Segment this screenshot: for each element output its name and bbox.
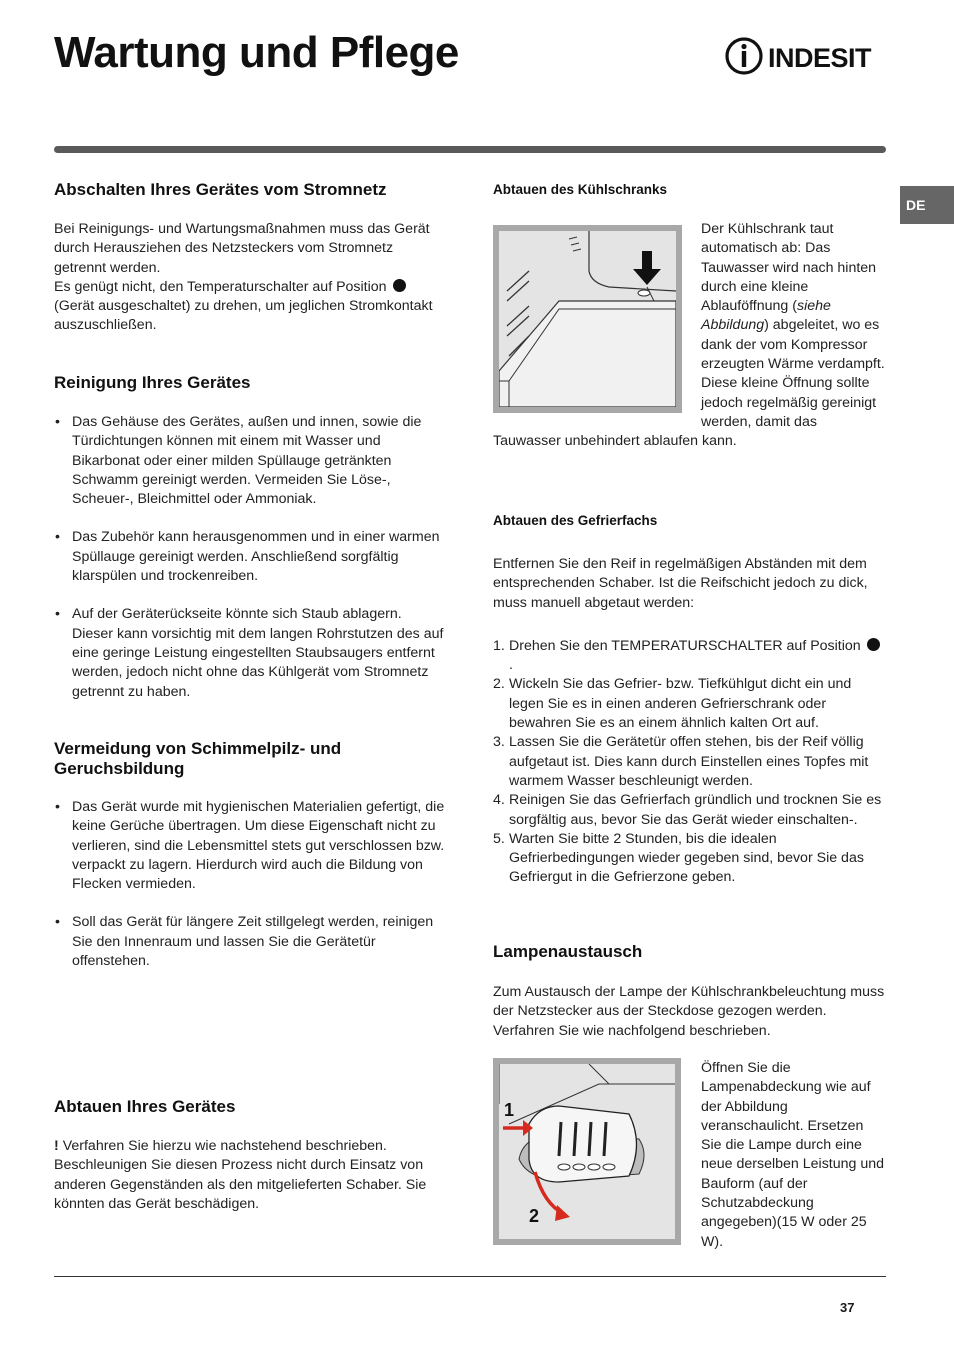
list-item: • Auf der Geräterückseite könnte sich Staub ablagern. Dieser kann vorsichtig mit dem langen Rohrstutzen des auf eine geringe Leistung eingestellten Staubsaugers entfernt werden, jedoch nicht ohne das Kühlgerät vom Stromnetz getrennt zu haben. (54, 605, 446, 701)
footer-divider (54, 1276, 886, 1277)
heading-cleaning: Reinigung Ihres Gerätes (54, 373, 251, 392)
list-item: • Soll das Gerät für längere Zeit stillgelegt werden, reinigen Sie den Innenraum und lassen Sie die Gerätetür offenstehen. (54, 913, 446, 971)
page-title: Wartung und Pflege (54, 28, 459, 77)
step-label-1: 1 (504, 1100, 515, 1120)
lamp-cover-illustration (493, 1058, 681, 1245)
list-item: 4. Reinigen Sie das Gefrierfach gründlich und trocknen Sie es sorgfältig aus, bevor Sie das Gerät wieder einschalten-. (493, 792, 882, 828)
section-mould (54, 739, 446, 990)
power-off-text-1: Bei Reinigungs- und Wartungsmaßnahmen muss das Gerät durch Herausziehen des Netzsteckers vom Stromnetz getrennt werden. (54, 221, 430, 276)
section-defrost (54, 1097, 446, 1214)
list-item: • Das Gehäuse des Gerätes, außen und innen, sowie die Türdichtungen können mit einem mit Wasser und Bikarbonat oder einer milden Spüllauge getränkten Schwamm gereinigt werden. Vermeiden Sie Löse-, Scheuer-, Bleichmittel oder Ammoniak. (54, 413, 446, 509)
lamp-intro: Zum Austausch der Lampe der Kühlschrankbeleuchtung muss der Netzstecker aus der Steckdose gezogen werden. Verfahren Sie wie nachfolgend beschrieben. (493, 984, 885, 1039)
step-label-2: 2 (529, 1206, 540, 1226)
section-cleaning (54, 373, 446, 721)
heading-power-off: Abschalten Ihres Gerätes vom Stromnetz (54, 180, 387, 199)
list-item: 5. Warten Sie bitte 2 Stunden, bis die idealen Gefrierbedingungen wieder gegeben sind, bevor Sie das Gefriergut in die Gefrierzone geben. (493, 830, 864, 886)
heading-freezer-defrost: Abtauen des Gefrierfachs (493, 513, 658, 528)
heading-lamp: Lampenaustausch (493, 942, 643, 961)
list-item: 2. Wickeln Sie das Gefrier- bzw. Tiefkühlgut dicht ein und legen Sie es in einen anderen Gefrierschrank oder bewahren Sie es an einem ähnlich kalten Ort auf. (493, 676, 852, 732)
list-item: • Das Zubehör kann herausgenommen und in einer warmen Spüllauge gereinigt werden. Anschließend sorgfältig klarspülen und trockenreiben. (54, 528, 446, 586)
header-divider (54, 146, 886, 153)
heading-defrost: Abtauen Ihres Gerätes (54, 1097, 236, 1116)
language-tab: DE (900, 186, 954, 224)
fridge-defrost-text: Der Kühlschrank taut automatisch ab: Das Tauwasser wird nach hinten durch eine kleine Ablauföffnung (siehe Abbildung) abgeleitet, wo es dank der vom Kompressor erzeugten Wärme verdampft. Diese kleine Öffnung sollte jedoch regelmäßig gereinigt werden, damit das Tauwasser unbehindert ablaufen kann. (493, 221, 885, 450)
heading-mould: Vermeidung von Schimmelpilz- und Geruchsbildung (54, 739, 342, 778)
defrost-warning: ! Verfahren Sie hierzu wie nachstehend beschrieben. Beschleunigen Sie diesen Prozess nicht durch Einsatz von anderen Gegenständen als den mitgelieferten Schaber. Sie könnten das Gerät beschädigen. (54, 1138, 427, 1212)
list-item: 3. Lassen Sie die Gerätetür offen stehen, bis der Reif völlig aufgetaut ist. Dies kann durch Einstellen eines Topfes mit warmem Wasser beschleunigt werden. (493, 734, 869, 789)
section-power-off (54, 180, 446, 336)
section-fridge-defrost (493, 182, 885, 197)
list-item: 1. Drehen Sie den TEMPERATURSCHALTER auf Position . (493, 637, 885, 676)
lamp-instructions: Öffnen Sie die Lampenabdeckung wie auf der Abbildung veranschaulicht. Ersetzen Sie die Lampe durch eine neue derselben Leistung und Bauform (auf der Schutzabdeckung angegeben)(15 W oder 25 W). (701, 1060, 885, 1250)
section-lamp (493, 942, 885, 1041)
indesit-logo (724, 34, 888, 78)
power-off-text-2: Es genügt nicht, den Temperaturschalter auf Position (Gerät ausgeschaltet) zu drehen, um jeglichen Stromkontakt auszuschließen. (54, 278, 433, 334)
freezer-intro: Entfernen Sie den Reif in regelmäßigen Abständen mit dem entsprechenden Schaber. Ist die Reifschicht jedoch zu dick, muss manuell abgetaut werden: (493, 556, 868, 611)
off-position-icon (393, 279, 406, 292)
heading-fridge-defrost: Abtauen des Kühlschranks (493, 182, 668, 197)
defrost-steps (493, 637, 885, 888)
off-position-icon (867, 638, 880, 651)
warning-icon: ! (54, 1138, 59, 1154)
brand-text: INDESIT (768, 43, 872, 73)
page-number: 37 (840, 1300, 855, 1315)
section-freezer-defrost (493, 513, 885, 888)
list-item: • Das Gerät wurde mit hygienischen Materialien gefertigt, die keine Gerüche übertragen. Um diese Eigenschaft nicht zu verlieren, sind die Lebensmittel stets gut verschlossen bzw. verpackt zu lagern. Hierdurch wird auch die Bildung von Flecken vermieden. (54, 798, 446, 894)
